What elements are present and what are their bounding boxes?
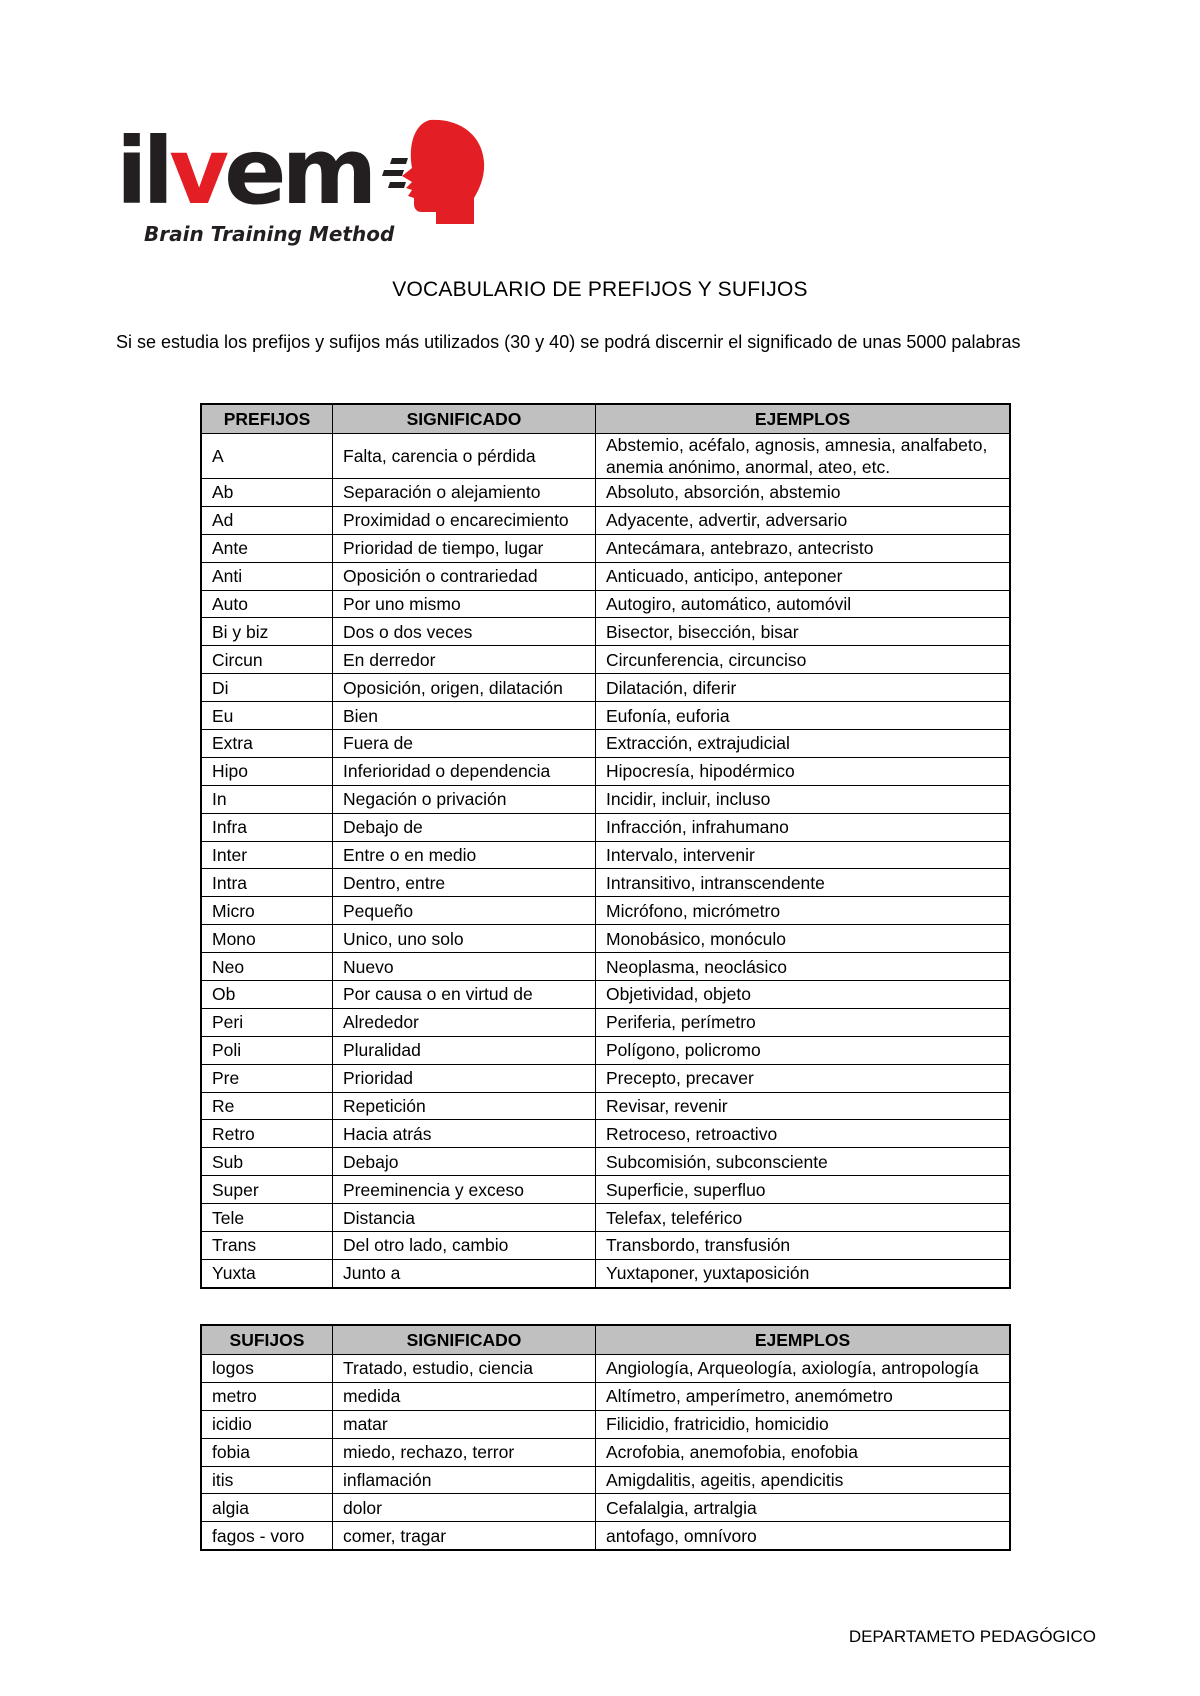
table-row [202, 757, 1010, 785]
meaning-cell: Tratado, estudio, ciencia [333, 1355, 596, 1383]
column-header: EJEMPLOS [596, 405, 1010, 434]
meaning-cell: Prioridad de tiempo, lugar [333, 534, 596, 562]
meaning-cell: Debajo [333, 1148, 596, 1176]
affix-cell: In [202, 785, 333, 813]
meaning-cell: comer, tragar [333, 1522, 596, 1550]
meaning-cell: Distancia [333, 1204, 596, 1232]
meaning-cell: Debajo de [333, 813, 596, 841]
meaning-cell: En derredor [333, 646, 596, 674]
meaning-cell: Unico, uno solo [333, 925, 596, 953]
table-row [202, 1092, 1010, 1120]
table-row [202, 953, 1010, 981]
meaning-cell: Entre o en medio [333, 841, 596, 869]
examples-cell: Filicidio, fratricidio, homicidio [596, 1410, 1010, 1438]
affix-cell: Auto [202, 590, 333, 618]
table-row [202, 1064, 1010, 1092]
examples-cell: Adyacente, advertir, adversario [596, 506, 1010, 534]
meaning-cell: Pequeño [333, 897, 596, 925]
examples-cell: Polígono, policromo [596, 1036, 1010, 1064]
meaning-cell: Junto a [333, 1259, 596, 1287]
examples-cell: Acrofobia, anemofobia, enofobia [596, 1438, 1010, 1466]
meaning-cell: Dos o dos veces [333, 618, 596, 646]
meaning-cell: Bien [333, 702, 596, 730]
table-row [202, 785, 1010, 813]
examples-cell: Infracción, infrahumano [596, 813, 1010, 841]
table-row [202, 1438, 1010, 1466]
table-row [202, 479, 1010, 507]
red-head-icon [378, 118, 488, 230]
affix-cell: Ante [202, 534, 333, 562]
affix-cell: Neo [202, 953, 333, 981]
meaning-cell: Por causa o en virtud de [333, 981, 596, 1009]
affix-cell: Bi y biz [202, 618, 333, 646]
affix-cell: Poli [202, 1036, 333, 1064]
meaning-cell: Del otro lado, cambio [333, 1232, 596, 1260]
examples-cell: Circunferencia, circunciso [596, 646, 1010, 674]
table-row [202, 1522, 1010, 1550]
table-row [202, 1120, 1010, 1148]
affix-cell: algia [202, 1494, 333, 1522]
examples-cell: Abstemio, acéfalo, agnosis, amnesia, analfabeto, anemia anónimo, anormal, ateo, etc. [596, 434, 1010, 479]
prefijos-table [201, 404, 1010, 1288]
examples-cell: Monobásico, monóculo [596, 925, 1010, 953]
affix-cell: Re [202, 1092, 333, 1120]
table-row [202, 702, 1010, 730]
table-row [202, 841, 1010, 869]
meaning-cell: Oposición o contrariedad [333, 562, 596, 590]
sufijos-table [201, 1325, 1010, 1550]
table-row [202, 981, 1010, 1009]
affix-cell: Mono [202, 925, 333, 953]
meaning-cell: Inferioridad o dependencia [333, 757, 596, 785]
affix-cell: Ob [202, 981, 333, 1009]
table-row [202, 506, 1010, 534]
table-row [202, 1259, 1010, 1287]
affix-cell: Tele [202, 1204, 333, 1232]
examples-cell: Antecámara, antebrazo, antecristo [596, 534, 1010, 562]
column-header: SIGNIFICADO [333, 405, 596, 434]
affix-cell: Peri [202, 1008, 333, 1036]
column-header: SUFIJOS [202, 1326, 333, 1355]
affix-cell: fagos - voro [202, 1522, 333, 1550]
examples-cell: Retroceso, retroactivo [596, 1120, 1010, 1148]
examples-cell: Hipocresía, hipodérmico [596, 757, 1010, 785]
affix-cell: Yuxta [202, 1259, 333, 1287]
page-title: VOCABULARIO DE PREFIJOS Y SUFIJOS [392, 278, 808, 301]
meaning-cell: Proximidad o encarecimiento [333, 506, 596, 534]
table-row [202, 869, 1010, 897]
affix-cell: fobia [202, 1438, 333, 1466]
examples-cell: Revisar, revenir [596, 1092, 1010, 1120]
examples-cell: Precepto, precaver [596, 1064, 1010, 1092]
affix-cell: Retro [202, 1120, 333, 1148]
examples-cell: Autogiro, automático, automóvil [596, 590, 1010, 618]
examples-cell: Yuxtaponer, yuxtaposición [596, 1259, 1010, 1287]
meaning-cell: Separación o alejamiento [333, 479, 596, 507]
examples-cell: Incidir, incluir, incluso [596, 785, 1010, 813]
examples-cell: Objetividad, objeto [596, 981, 1010, 1009]
table-row [202, 434, 1010, 479]
table-row [202, 674, 1010, 702]
affix-cell: Circun [202, 646, 333, 674]
affix-cell: Di [202, 674, 333, 702]
meaning-cell: Hacia atrás [333, 1120, 596, 1148]
examples-cell: antofago, omnívoro [596, 1522, 1010, 1550]
meaning-cell: matar [333, 1410, 596, 1438]
examples-cell: Subcomisión, subconsciente [596, 1148, 1010, 1176]
examples-cell: Neoplasma, neoclásico [596, 953, 1010, 981]
table-row [202, 1176, 1010, 1204]
affix-cell: logos [202, 1355, 333, 1383]
meaning-cell: Fuera de [333, 730, 596, 758]
table-row [202, 534, 1010, 562]
examples-cell: Anticuado, anticipo, anteponer [596, 562, 1010, 590]
affix-cell: Eu [202, 702, 333, 730]
affix-cell: Ad [202, 506, 333, 534]
meaning-cell: Pluralidad [333, 1036, 596, 1064]
affix-cell: Ab [202, 479, 333, 507]
affix-cell: icidio [202, 1410, 333, 1438]
meaning-cell: Oposición, origen, dilatación [333, 674, 596, 702]
meaning-cell: Dentro, entre [333, 869, 596, 897]
meaning-cell: Nuevo [333, 953, 596, 981]
affix-cell: Extra [202, 730, 333, 758]
examples-cell: Cefalalgia, artralgia [596, 1494, 1010, 1522]
ilvem-logo [116, 118, 476, 250]
affix-cell: Micro [202, 897, 333, 925]
affix-cell: metro [202, 1382, 333, 1410]
column-header: PREFIJOS [202, 405, 333, 434]
table-row [202, 925, 1010, 953]
affix-cell: Anti [202, 562, 333, 590]
examples-cell: Angiología, Arqueología, axiología, antropología [596, 1355, 1010, 1383]
meaning-cell: medida [333, 1382, 596, 1410]
table-row [202, 1008, 1010, 1036]
table-row [202, 618, 1010, 646]
examples-cell: Altímetro, amperímetro, anemómetro [596, 1382, 1010, 1410]
footer-department: DEPARTAMETO PEDAGÓGICO [848, 1627, 1096, 1646]
affix-cell: Super [202, 1176, 333, 1204]
meaning-cell: Repetición [333, 1092, 596, 1120]
meaning-cell: Alrededor [333, 1008, 596, 1036]
meaning-cell: Por uno mismo [333, 590, 596, 618]
meaning-cell: Negación o privación [333, 785, 596, 813]
examples-cell: Intransitivo, intranscendente [596, 869, 1010, 897]
table-row [202, 813, 1010, 841]
column-header: EJEMPLOS [596, 1326, 1010, 1355]
affix-cell: Hipo [202, 757, 333, 785]
table-row [202, 1232, 1010, 1260]
examples-cell: Superficie, superfluo [596, 1176, 1010, 1204]
affix-cell: Intra [202, 869, 333, 897]
affix-cell: itis [202, 1466, 333, 1494]
meaning-cell: Falta, carencia o pérdida [333, 434, 596, 479]
table-row [202, 730, 1010, 758]
table-row [202, 590, 1010, 618]
examples-cell: Periferia, perímetro [596, 1008, 1010, 1036]
examples-cell: Eufonía, euforia [596, 702, 1010, 730]
affix-cell: Inter [202, 841, 333, 869]
examples-cell: Telefax, teleférico [596, 1204, 1010, 1232]
table-row [202, 1466, 1010, 1494]
meaning-cell: inflamación [333, 1466, 596, 1494]
examples-cell: Intervalo, intervenir [596, 841, 1010, 869]
column-header: SIGNIFICADO [333, 1326, 596, 1355]
table-row [202, 1494, 1010, 1522]
meaning-cell: dolor [333, 1494, 596, 1522]
meaning-cell: Preeminencia y exceso [333, 1176, 596, 1204]
table-row [202, 1036, 1010, 1064]
examples-cell: Transbordo, transfusión [596, 1232, 1010, 1260]
intro-paragraph: Si se estudia los prefijos y sufijos más utilizados (30 y 40) se podrá discernir el significado de unas 5000 palabras [116, 332, 1021, 352]
examples-cell: Absoluto, absorción, abstemio [596, 479, 1010, 507]
affix-cell: Pre [202, 1064, 333, 1092]
examples-cell: Bisector, bisección, bisar [596, 618, 1010, 646]
table-row [202, 646, 1010, 674]
affix-cell: Sub [202, 1148, 333, 1176]
table-row [202, 1148, 1010, 1176]
table-row [202, 1204, 1010, 1232]
table-row [202, 1410, 1010, 1438]
table-header-row [202, 405, 1010, 434]
meaning-cell: miedo, rechazo, terror [333, 1438, 596, 1466]
examples-cell: Micrófono, micrómetro [596, 897, 1010, 925]
affix-cell: A [202, 434, 333, 479]
meaning-cell: Prioridad [333, 1064, 596, 1092]
affix-cell: Infra [202, 813, 333, 841]
examples-cell: Extracción, extrajudicial [596, 730, 1010, 758]
table-row [202, 562, 1010, 590]
table-row [202, 897, 1010, 925]
logo-tagline: Brain Training Method [144, 222, 395, 246]
table-row [202, 1382, 1010, 1410]
examples-cell: Dilatación, diferir [596, 674, 1010, 702]
table-row [202, 1355, 1010, 1383]
examples-cell: Amigdalitis, ageitis, apendicitis [596, 1466, 1010, 1494]
affix-cell: Trans [202, 1232, 333, 1260]
logo-wordmark: ilvem [116, 118, 373, 225]
table-header-row [202, 1326, 1010, 1355]
